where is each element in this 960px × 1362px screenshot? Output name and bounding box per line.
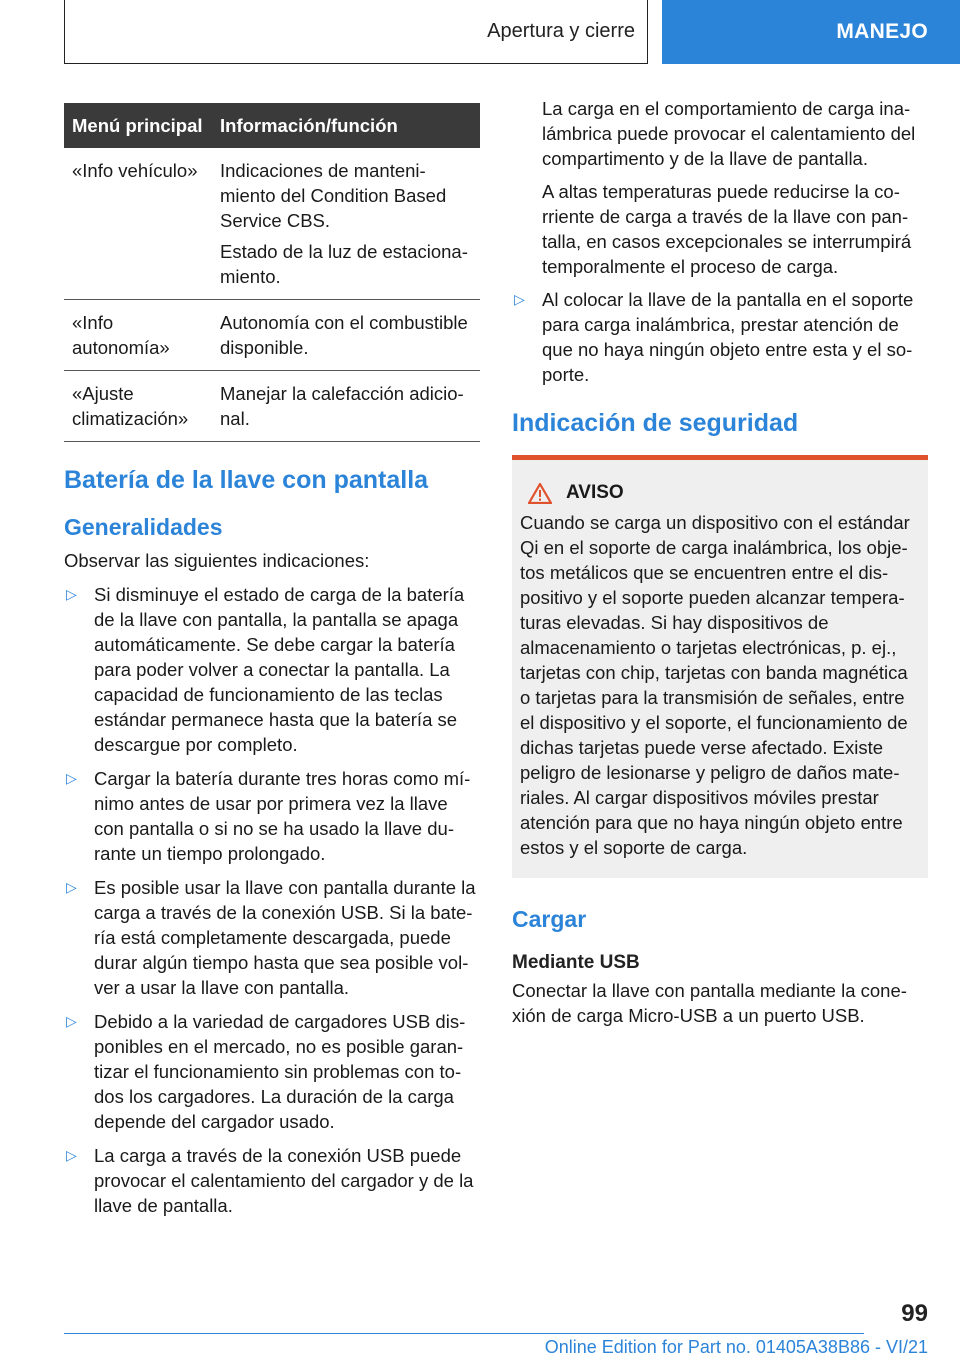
list-item: [64, 1009, 480, 1134]
right-bullet-list: [512, 287, 928, 387]
safety-section-title: Indicación de seguridad: [512, 409, 799, 437]
list-item: [64, 875, 480, 1000]
footer-divider: [64, 1333, 864, 1334]
table-row: [64, 148, 480, 300]
list-item-text: Si disminuye el estado de carga de la batería de la llave con pantalla, la pantalla se apaga automáticamente. Se debe cargar la batería para poder volver a conectar la pantalla. La capacidad de funcionamiento de las teclas estándar permanece hasta que la batería se descargue por completo.: [94, 584, 465, 755]
triangle-bullet-icon: ▷: [66, 770, 77, 786]
triangle-bullet-icon: ▷: [66, 1147, 77, 1163]
table-cell-info: [212, 371, 480, 442]
paragraph: A altas temperaturas puede reducirse la corriente de carga a través de la llave con pantalla, en casos excepcionales se interrumpirá temporalmente el proceso de carga.: [542, 181, 912, 277]
footer-edition: Online Edition for Part no. 01405A38B86 - VI/21: [544, 1337, 928, 1357]
triangle-bullet-icon: ▷: [66, 586, 77, 602]
triangle-bullet-icon: ▷: [66, 879, 77, 895]
intro-text: Observar las siguientes indicaciones:: [64, 550, 370, 571]
warning-triangle-icon: [528, 482, 552, 504]
battery-section-title: Batería de la llave con pantalla: [64, 466, 429, 494]
menu-table: [64, 103, 480, 442]
header-section-title: [64, 0, 648, 64]
list-item: [512, 287, 928, 387]
table-cell-info: [212, 300, 480, 371]
list-item-text: Debido a la variedad de cargadores USB disponibles en el mercado, no es posible garantizar el funcionamiento sin problemas con todos los cargadores. La duración de la carga depende del cargador usado.: [94, 1011, 466, 1132]
list-item: [64, 582, 480, 757]
right-column: [512, 96, 928, 1028]
paragraph: La carga en el comportamiento de carga inalámbrica puede provocar el calentamiento del compartimento y de la llave de pantalla.: [542, 98, 916, 169]
warning-text: Cuando se carga un dispositivo con el estándar Qi en el soporte de carga inalámbrica, los objetos metálicos que se encuentren entre el dispositivo y el soporte pueden alcanzar temperaturas elevadas. Si hay dispositivos de almacenamiento o tarjetas electrónicas, p. ej., tarjetas con chip, tarjetas con banda magnética o tarjetas para la transmisión de señales, entre el dispositivo y el soporte, el funcionamiento de dichas tarjetas puede verse afectado. Existe peligro de lesionarse y peligro de daños materiales. Al cargar dispositivos móviles prestar atención para que no haya ningún objeto entre estos y el soporte de carga.: [520, 512, 910, 858]
table-cell-text: Estado de la luz de estacionamiento.: [220, 241, 468, 287]
list-item-text: La carga a través de la conexión USB puede provocar el calentamiento del cargador y de la llave de pantalla.: [94, 1145, 474, 1216]
usb-text: Conectar la llave con pantalla mediante la conexión de carga Micro-USB a un puerto USB.: [512, 980, 907, 1026]
table-cell-info: [212, 148, 480, 300]
triangle-bullet-icon: ▷: [66, 1013, 77, 1029]
list-item-text: Al colocar la llave de la pantalla en el soporte para carga inalámbrica, prestar atención de que no haya ningún objeto entre esta y el soporte.: [542, 289, 914, 385]
left-column: [64, 103, 480, 1227]
table-row: [64, 371, 480, 442]
warning-box: [512, 455, 928, 878]
table-row: [64, 300, 480, 371]
table-header-menu: Menú principal: [64, 103, 212, 148]
table-cell-menu: «Ajuste climatización»: [64, 371, 212, 442]
battery-bullet-list: [64, 582, 480, 1218]
chapter-title: MANEJO: [836, 20, 928, 43]
table-header-row: [64, 103, 480, 148]
list-item: [64, 766, 480, 866]
usb-heading: Mediante USB: [512, 952, 640, 973]
list-item: [64, 1143, 480, 1218]
list-item-text: Es posible usar la llave con pantalla durante la carga a través de la conexión USB. Si la batería está completamente descargada, puede durar algún tiempo hasta que sea posible volver a usar la llave con pantalla.: [94, 877, 476, 998]
continued-text: [512, 96, 928, 279]
header-chapter-tab[interactable]: [662, 0, 960, 64]
page-number: 99: [901, 1300, 928, 1327]
table-cell-text: Autonomía con el combustible disponible.: [220, 312, 468, 358]
general-subtitle: Generalidades: [64, 514, 223, 540]
charge-subtitle: Cargar: [512, 906, 587, 932]
warning-title: [520, 482, 920, 504]
table-cell-text: Manejar la calefacción adicional.: [220, 383, 464, 429]
warning-label: AVISO: [566, 482, 624, 503]
triangle-bullet-icon: ▷: [514, 291, 525, 307]
list-item-text: Cargar la batería durante tres horas como mínimo antes de usar por primera vez la llave con pantalla o si no se ha usado la llave durante un tiempo prolongado.: [94, 768, 471, 864]
section-title: Apertura y cierre: [487, 20, 635, 42]
table-cell-text: Indicaciones de mantenimiento del Condition Based Service CBS.: [220, 160, 447, 231]
table-header-info: Información/función: [212, 103, 480, 148]
table-cell-menu: «Info vehículo»: [64, 148, 212, 300]
table-cell-menu: «Info autonomía»: [64, 300, 212, 371]
